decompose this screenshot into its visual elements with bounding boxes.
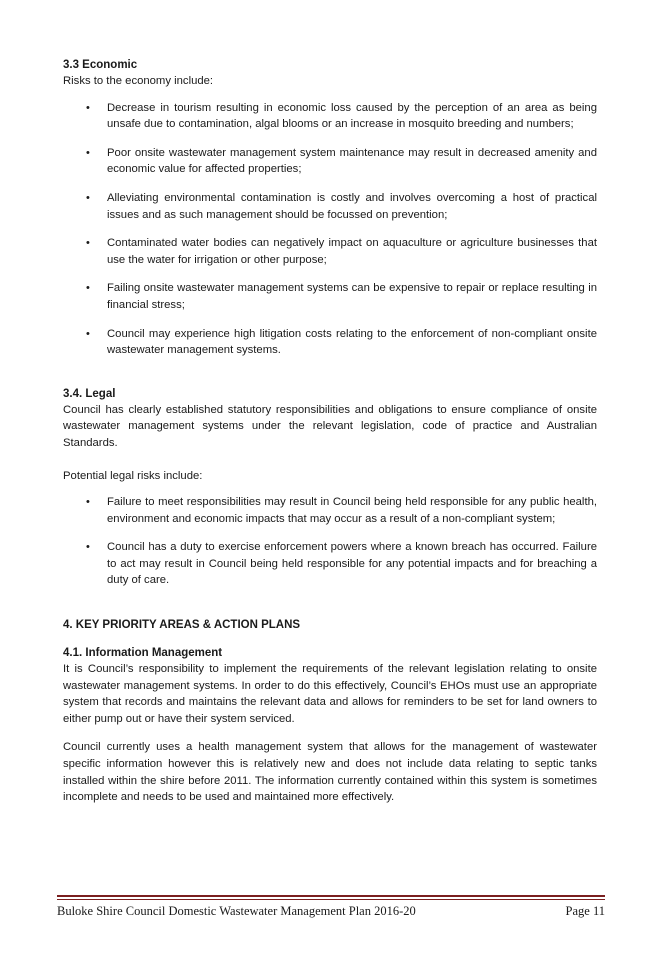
legal-intro: Potential legal risks include: — [63, 469, 203, 482]
footer-divider — [57, 895, 605, 897]
footer-page-number: Page 11 — [565, 904, 605, 918]
economic-intro: Risks to the economy include: — [63, 75, 214, 87]
bullet-icon: • — [86, 191, 90, 204]
bullet-icon: • — [86, 237, 90, 250]
bullet-icon: • — [86, 282, 90, 295]
section-heading-key-priority-areas: 4. KEY PRIORITY AREAS & ACTION PLANS — [63, 619, 301, 632]
bullet-icon: • — [86, 101, 90, 114]
bullet-icon: • — [86, 541, 90, 554]
info-management-paragraph-1: It is Council’s responsibility to implement the requirements of the relevant legislation relating to onsite wastewater management systems. In order to do this effectively, Council’s EHOs must use an appropriate system that records and maintains the relevant data and allows for reminders to be set for land owners to either pump out or have their system serviced. — [63, 663, 597, 725]
footer-document-title: Buloke Shire Council Domestic Wastewater Management Plan 2016-20 — [57, 904, 416, 918]
economic-risk-list — [63, 100, 597, 359]
list-item: • Council may experience high litigation costs relating to the enforcement of non-compliant onsite wastewater management systems. — [86, 327, 597, 357]
legal-risk-list — [63, 494, 597, 589]
list-item: • Failure to meet responsibilities may result in Council being held responsible for any public health, environment and economic impacts that may occur as a result of a non-compliant system; — [86, 496, 597, 525]
section-heading-legal: 3.4. Legal — [63, 387, 116, 400]
bullet-icon: • — [86, 327, 90, 340]
list-item: • Poor onsite wastewater management system maintenance may result in decreased amenity and economic value for affected properties; — [86, 146, 597, 176]
bullet-icon: • — [86, 146, 90, 159]
document-page — [63, 57, 597, 806]
list-item: • Failing onsite wastewater management systems can be expensive to repair or replace resulting in financial stress; — [86, 282, 597, 311]
list-item: • Decrease in tourism resulting in economic loss caused by the perception of an area as being unsafe due to contamination, algal blooms or an increase in mosquito breeding and numbers; — [86, 101, 597, 131]
bullet-icon: • — [86, 496, 90, 509]
footer-divider-thin — [57, 899, 605, 900]
section-heading-economic: 3.3 Economic — [63, 59, 138, 71]
list-item: • Alleviating environmental contamination is costly and involves overcoming a host of practical issues and as such management should be focussed on prevention; — [86, 191, 597, 221]
list-item: • Council has a duty to exercise enforcement powers where a known breach has occurred. Failure to act may result in Council being held responsible for any potential impacts and for breaching a duty of care. — [86, 541, 597, 587]
section-heading-information-management: 4.1. Information Management — [63, 647, 223, 660]
legal-paragraph: Council has clearly established statutory responsibilities and obligations to ensure compliance of onsite wastewater management systems under the relevant legislation, code of practice and Australian Standards. — [63, 403, 597, 449]
list-item: • Contaminated water bodies can negatively impact on aquaculture or agriculture businesses that use the water for irrigation or other purpose; — [86, 237, 597, 266]
info-management-paragraph-2: Council currently uses a health management system that allows for the management of wastewater specific information however this is relatively new and does not include data relating to septic tanks installed within the shire before 2011. The information currently contained within this system is sometimes incomplete and needs to be used and maintained more effectively. — [63, 741, 597, 804]
